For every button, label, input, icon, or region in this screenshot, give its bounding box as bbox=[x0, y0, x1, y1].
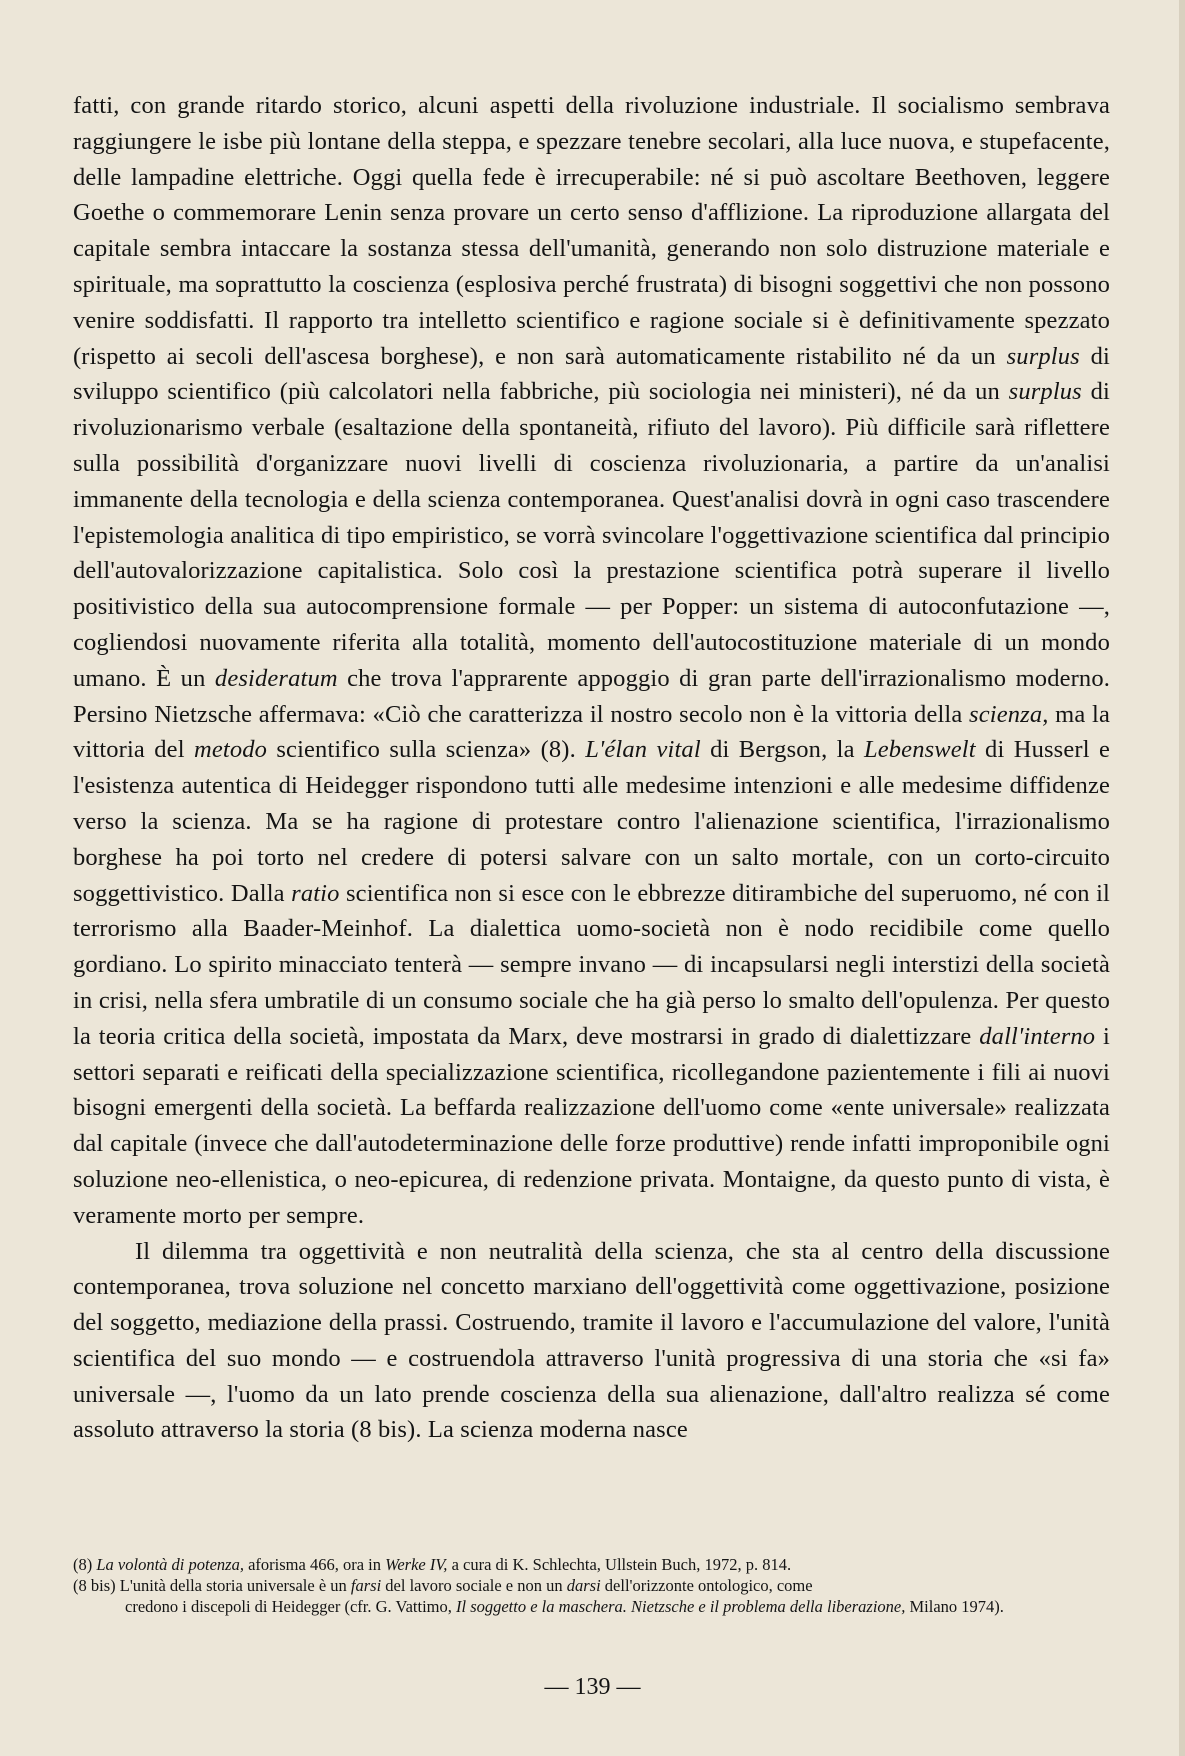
italic-term: Lebenswelt bbox=[863, 736, 976, 764]
text-run: di Husserl e l'esistenza autentica di Heidegger rispondono tutti alle medesime intenzioni e alle medesime diffidenze verso la scienza. Ma se ha ragione di protestare contro l'alienazione scientifica, l'irrazionalismo borghese ha poi torto nel credere di potersi salvare con un salto mortale, con un corto-circuito soggettivistico. Dalla bbox=[73, 736, 1110, 907]
italic-term: surplus bbox=[1008, 378, 1082, 406]
italic-term: farsi bbox=[350, 1576, 382, 1595]
text-run: Milano 1974). bbox=[905, 1597, 1004, 1616]
footnote-8-bis-continued bbox=[73, 1596, 1110, 1617]
text-run: scientifica non si esce con le ebbrezze ditirambiche del superuomo, né con il terrorismo alla Baader-Meinhof. La dialettica uomo-società non è nodo recidibile come quello gordiano. Lo spirito minacciato tenterà — sempre invano — di incapsularsi negli interstizi della società in crisi, nella sfera umbratile di un consumo sociale che ha già perso lo smalto dell'opulenza. Per questo la teoria critica della società, impostata da Marx, deve mostrarsi in grado di dialettizzare bbox=[73, 879, 1110, 1050]
italic-title: Werke IV, bbox=[385, 1555, 448, 1574]
italic-term: ratio bbox=[291, 879, 340, 907]
body-text bbox=[73, 88, 1110, 1448]
text-run: i settori separati e reificati della specializzazione scientifica, ricollegandone pazientemente i fili ai nuovi bisogni emergenti della società. La beffarda realizzazione dell'uomo come «ente universale» realizzata dal capitale (invece che dall'autodeterminazione delle forze produttive) rende infatti improponibile ogni soluzione neo-ellenistica, o neo-epicurea, di redenzione privata. Montaigne, da questo punto di vista, è veramente morto per sempre. bbox=[73, 1022, 1110, 1229]
text-run: di sviluppo scientifico (più calcolatori nella fabbriche, più sociologia nei ministeri), né da un bbox=[73, 342, 1110, 406]
text-run: (8) bbox=[73, 1555, 97, 1574]
footnote-8 bbox=[73, 1554, 1110, 1575]
text-run: ma la vittoria del bbox=[73, 700, 1110, 764]
text-run: scientifico sulla scienza» (8). bbox=[267, 736, 586, 764]
paragraph-1 bbox=[73, 88, 1110, 1234]
text-run: dell'orizzonte ontologico, come bbox=[600, 1576, 813, 1595]
text-run: credono i discepoli di Heidegger (cfr. G. Vattimo, bbox=[125, 1597, 456, 1616]
text-run: del lavoro sociale e non un bbox=[381, 1576, 567, 1595]
page-number: — 139 — bbox=[544, 1674, 641, 1700]
italic-term: scienza, bbox=[969, 700, 1049, 728]
footnotes bbox=[73, 1554, 1110, 1617]
text-run: fatti, con grande ritardo storico, alcuni aspetti della rivoluzione industriale. Il socialismo sembrava raggiungere le isbe più lontane della steppa, e spezzare tenebre secolari, alla luce nuova, e stupefacente, delle lampadine elettriche. Oggi quella fede è irrecuperabile: né si può ascoltare Beethoven, leggere Goethe o commemorare Lenin senza provare un certo senso d'afflizione. La riproduzione allargata del capitale sembra intaccare la sostanza stessa dell'umanità, generando non solo distruzione materiale e spirituale, ma soprattutto la coscienza (esplosiva perché frustrata) di bisogni soggettivi che non possono venire soddisfatti. Il rapporto tra intelletto scientifico e ragione sociale si è definitivamente spezzato (rispetto ai secoli dell'ascesa borghese), e non sarà automaticamente ristabilito né da un bbox=[73, 92, 1110, 370]
text-run: di rivoluzionarismo verbale (esaltazione della spontaneità, rifiuto del lavoro). Più difficile sarà riflettere sulla possibilità d'organizzare nuovi livelli di coscienza rivoluzionaria, a partire da un'analisi immanente della tecnologia e della scienza contemporanea. Quest'analisi dovrà in ogni caso trascendere l'epistemologia analitica di tipo empiristico, se vorrà svincolare l'oggettivazione scientifica dal principio dell'autovalorizzazione capitalistica. Solo così la prestazione scientifica potrà superare il livello positivistico della sua autocomprensione formale — per Popper: un sistema di autoconfutazione —, cogliendosi nuovamente riferita alla totalità, momento dell'autocostituzione materiale di un mondo umano. È un bbox=[73, 378, 1110, 692]
italic-title: Il soggetto e la maschera. Nietzsche e il problema della liberazione, bbox=[455, 1597, 906, 1616]
footnote-8-bis bbox=[73, 1575, 1110, 1596]
text-run: di Bergson, la bbox=[700, 736, 864, 764]
text-run: (8 bis) L'unità della storia universale è un bbox=[73, 1576, 351, 1595]
italic-term: L'élan vital bbox=[585, 736, 701, 764]
text-run: aforisma 466, ora in bbox=[243, 1555, 386, 1574]
italic-term: dall'interno bbox=[979, 1022, 1096, 1050]
italic-term: desideratum bbox=[214, 664, 338, 692]
italic-term: metodo bbox=[194, 736, 268, 764]
italic-term: darsi bbox=[566, 1576, 601, 1595]
page-edge bbox=[1179, 0, 1185, 1756]
italic-term: surplus bbox=[1006, 342, 1080, 370]
paragraph-2: Il dilemma tra oggettività e non neutralità della scienza, che sta al centro della discussione contemporanea, trova soluzione nel concetto marxiano dell'oggettività come oggettivazione, posizione del soggetto, mediazione della prassi. Costruendo, tramite il lavoro e l'accumulazione del valore, l'unità scientifica del suo mondo — e costruendola attraverso l'unità progressiva di una storia che «si fa» universale —, l'uomo da un lato prende coscienza della sua alienazione, dall'altro realizza sé come assoluto attraverso la storia (8 bis). La scienza moderna nasce bbox=[73, 1237, 1110, 1444]
text-run: a cura di K. Schlechta, Ullstein Buch, 1972, p. 814. bbox=[447, 1555, 792, 1574]
text-run: che trova l'apprarente appoggio di gran parte dell'irrazionalismo moderno. Persino Nietzsche affermava: «Ciò che caratterizza il nostro secolo non è la vittoria della bbox=[73, 664, 1111, 728]
italic-title: La volontà di potenza, bbox=[96, 1555, 244, 1574]
